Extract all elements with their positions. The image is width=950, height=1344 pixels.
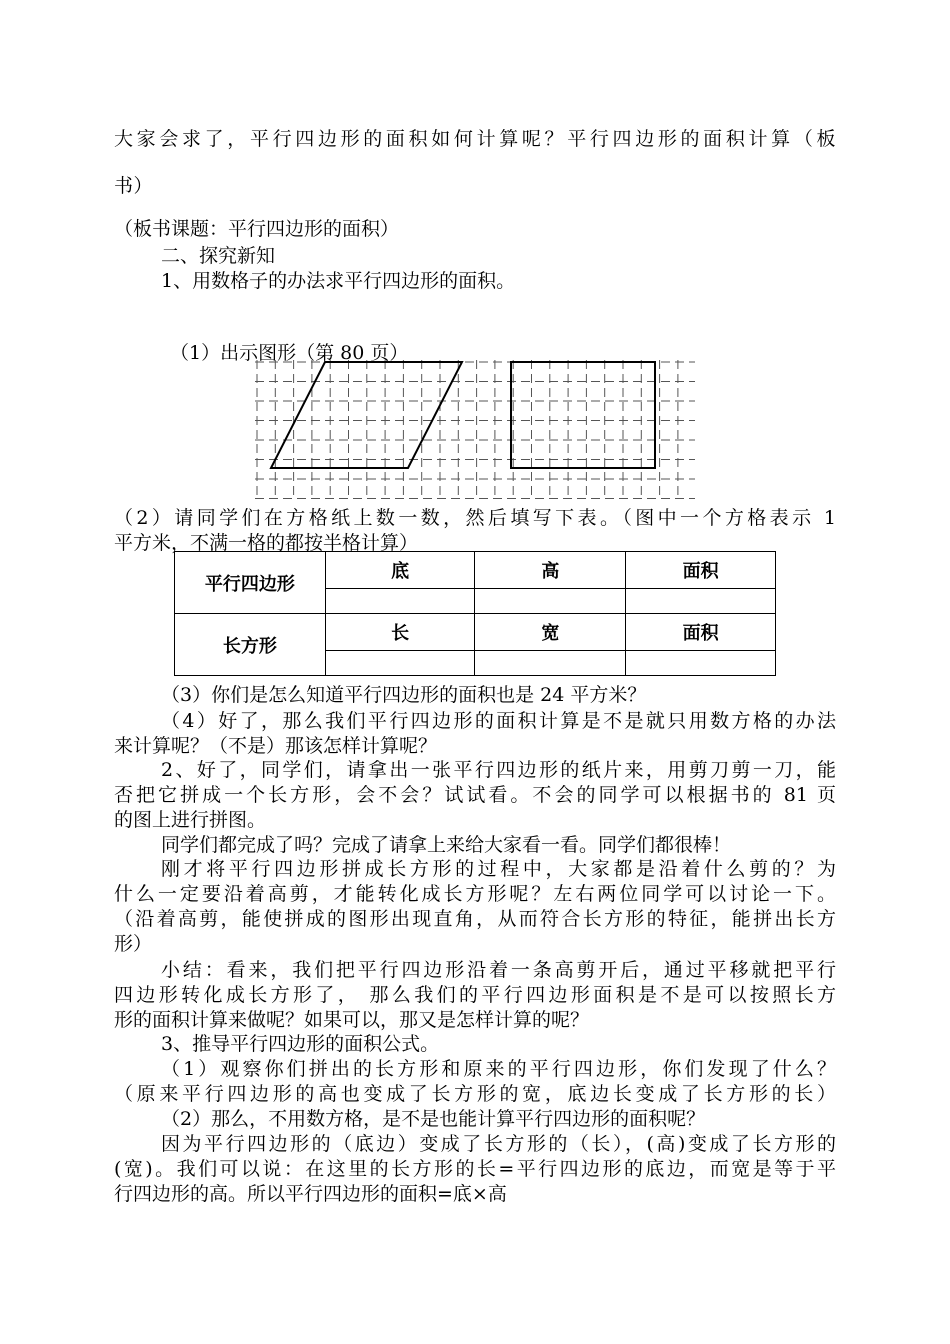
summary-line-3: 形的面积计算来做呢？如果可以，那又是怎样计算的呢？ [114, 1009, 590, 1031]
q3: （3）你们是怎么知道平行四边形的面积也是 24 平方米？ [161, 684, 647, 706]
cell-length [325, 651, 475, 676]
step2-line-1: （2）请同学们在方格纸上数一数，然后填写下表。（图中一个方格表示 1 [114, 507, 836, 529]
header-width: 宽 [475, 614, 626, 651]
section-3: 3、推导平行四边形的面积公式。 [161, 1033, 440, 1055]
header-length: 长 [325, 614, 475, 651]
observe-2: （2）那么，不用数方格，是不是也能计算平行四边形的面积呢？ [161, 1108, 706, 1130]
done-paragraph: 同学们都完成了吗？完成了请拿上来给大家看一看。同学们都很棒！ [161, 834, 732, 856]
summary-line-1: 小结：看来，我们把平行四边形沿着一条高剪开后，通过平移就把平行 [161, 959, 836, 981]
q4-line-1: （4）好了，那么我们平行四边形的面积计算是不是就只用数方格的办法 [161, 710, 836, 732]
cell-rect-area [626, 651, 776, 676]
parallelogram-label: 平行四边形 [175, 552, 326, 614]
header-rect-area: 面积 [626, 614, 776, 651]
item-1: 1、用数格子的办法求平行四边形的面积。 [161, 270, 516, 292]
s2-line-1: 2、好了，同学们，请拿出一张平行四边形的纸片来，用剪刀剪一刀，能 [161, 759, 836, 781]
area-table [174, 551, 776, 676]
section-heading: 二、探究新知 [161, 245, 276, 267]
cut-line-4: 形） [114, 933, 153, 955]
observe-line-1: （1）观察你们拼出的长方形和原来的平行四边形，你们发现了什么？ [161, 1058, 836, 1080]
cell-height [475, 589, 626, 614]
cell-area [626, 589, 776, 614]
because-line-1: 因为平行四边形的（底边）变成了长方形的（长），(高)变成了长方形的 [161, 1133, 836, 1155]
because-line-2: (宽)。我们可以说：在这里的长方形的长=平行四边形的底边，而宽是等于平 [114, 1158, 836, 1180]
intro-line-1: 大家会求了，平行四边形的面积如何计算呢？平行四边形的面积计算（板 [114, 128, 836, 150]
board-title: （板书课题：平行四边形的面积） [114, 218, 400, 240]
step2-line-2: 平方米，不满一格的都按半格计算） [114, 532, 419, 554]
header-area: 面积 [626, 552, 776, 589]
cell-width [475, 651, 626, 676]
s2-line-2: 否把它拼成一个长方形，会不会？试试看。不会的同学可以根据书的 81 页 [114, 784, 836, 806]
cut-line-2: 什么一定要沿着高剪，才能转化成长方形呢？左右两位同学可以讨论一下。 [114, 883, 836, 905]
intro-line-2: 书） [114, 175, 154, 197]
rectangle-label: 长方形 [175, 614, 326, 676]
show-figure-caption: （1）出示图形（第 80 页） [170, 342, 409, 364]
cut-line-1: 刚才将平行四边形拼成长方形的过程中，大家都是沿着什么剪的？为 [161, 858, 836, 880]
because-line-3: 行四边形的高。所以平行四边形的面积=底×高 [114, 1183, 507, 1205]
q4-line-2: 来计算呢？（不是）那该怎样计算呢？ [114, 735, 438, 757]
s2-line-3: 的图上进行拼图。 [114, 809, 267, 831]
cell-base [325, 589, 475, 614]
rectangle-shape [511, 362, 655, 468]
header-height: 高 [475, 552, 626, 589]
observe-line-2: （原来平行四边形的高也变成了长方形的宽，底边长变成了长方形的长） [114, 1083, 836, 1105]
cut-line-3: （沿着高剪，能使拼成的图形出现直角，从而符合长方形的特征，能拼出长方 [114, 908, 836, 930]
grid-figure [255, 360, 695, 502]
header-base: 底 [325, 552, 475, 589]
summary-line-2: 四边形转化成长方形了， 那么我们的平行四边形面积是不是可以按照长方 [114, 984, 836, 1006]
